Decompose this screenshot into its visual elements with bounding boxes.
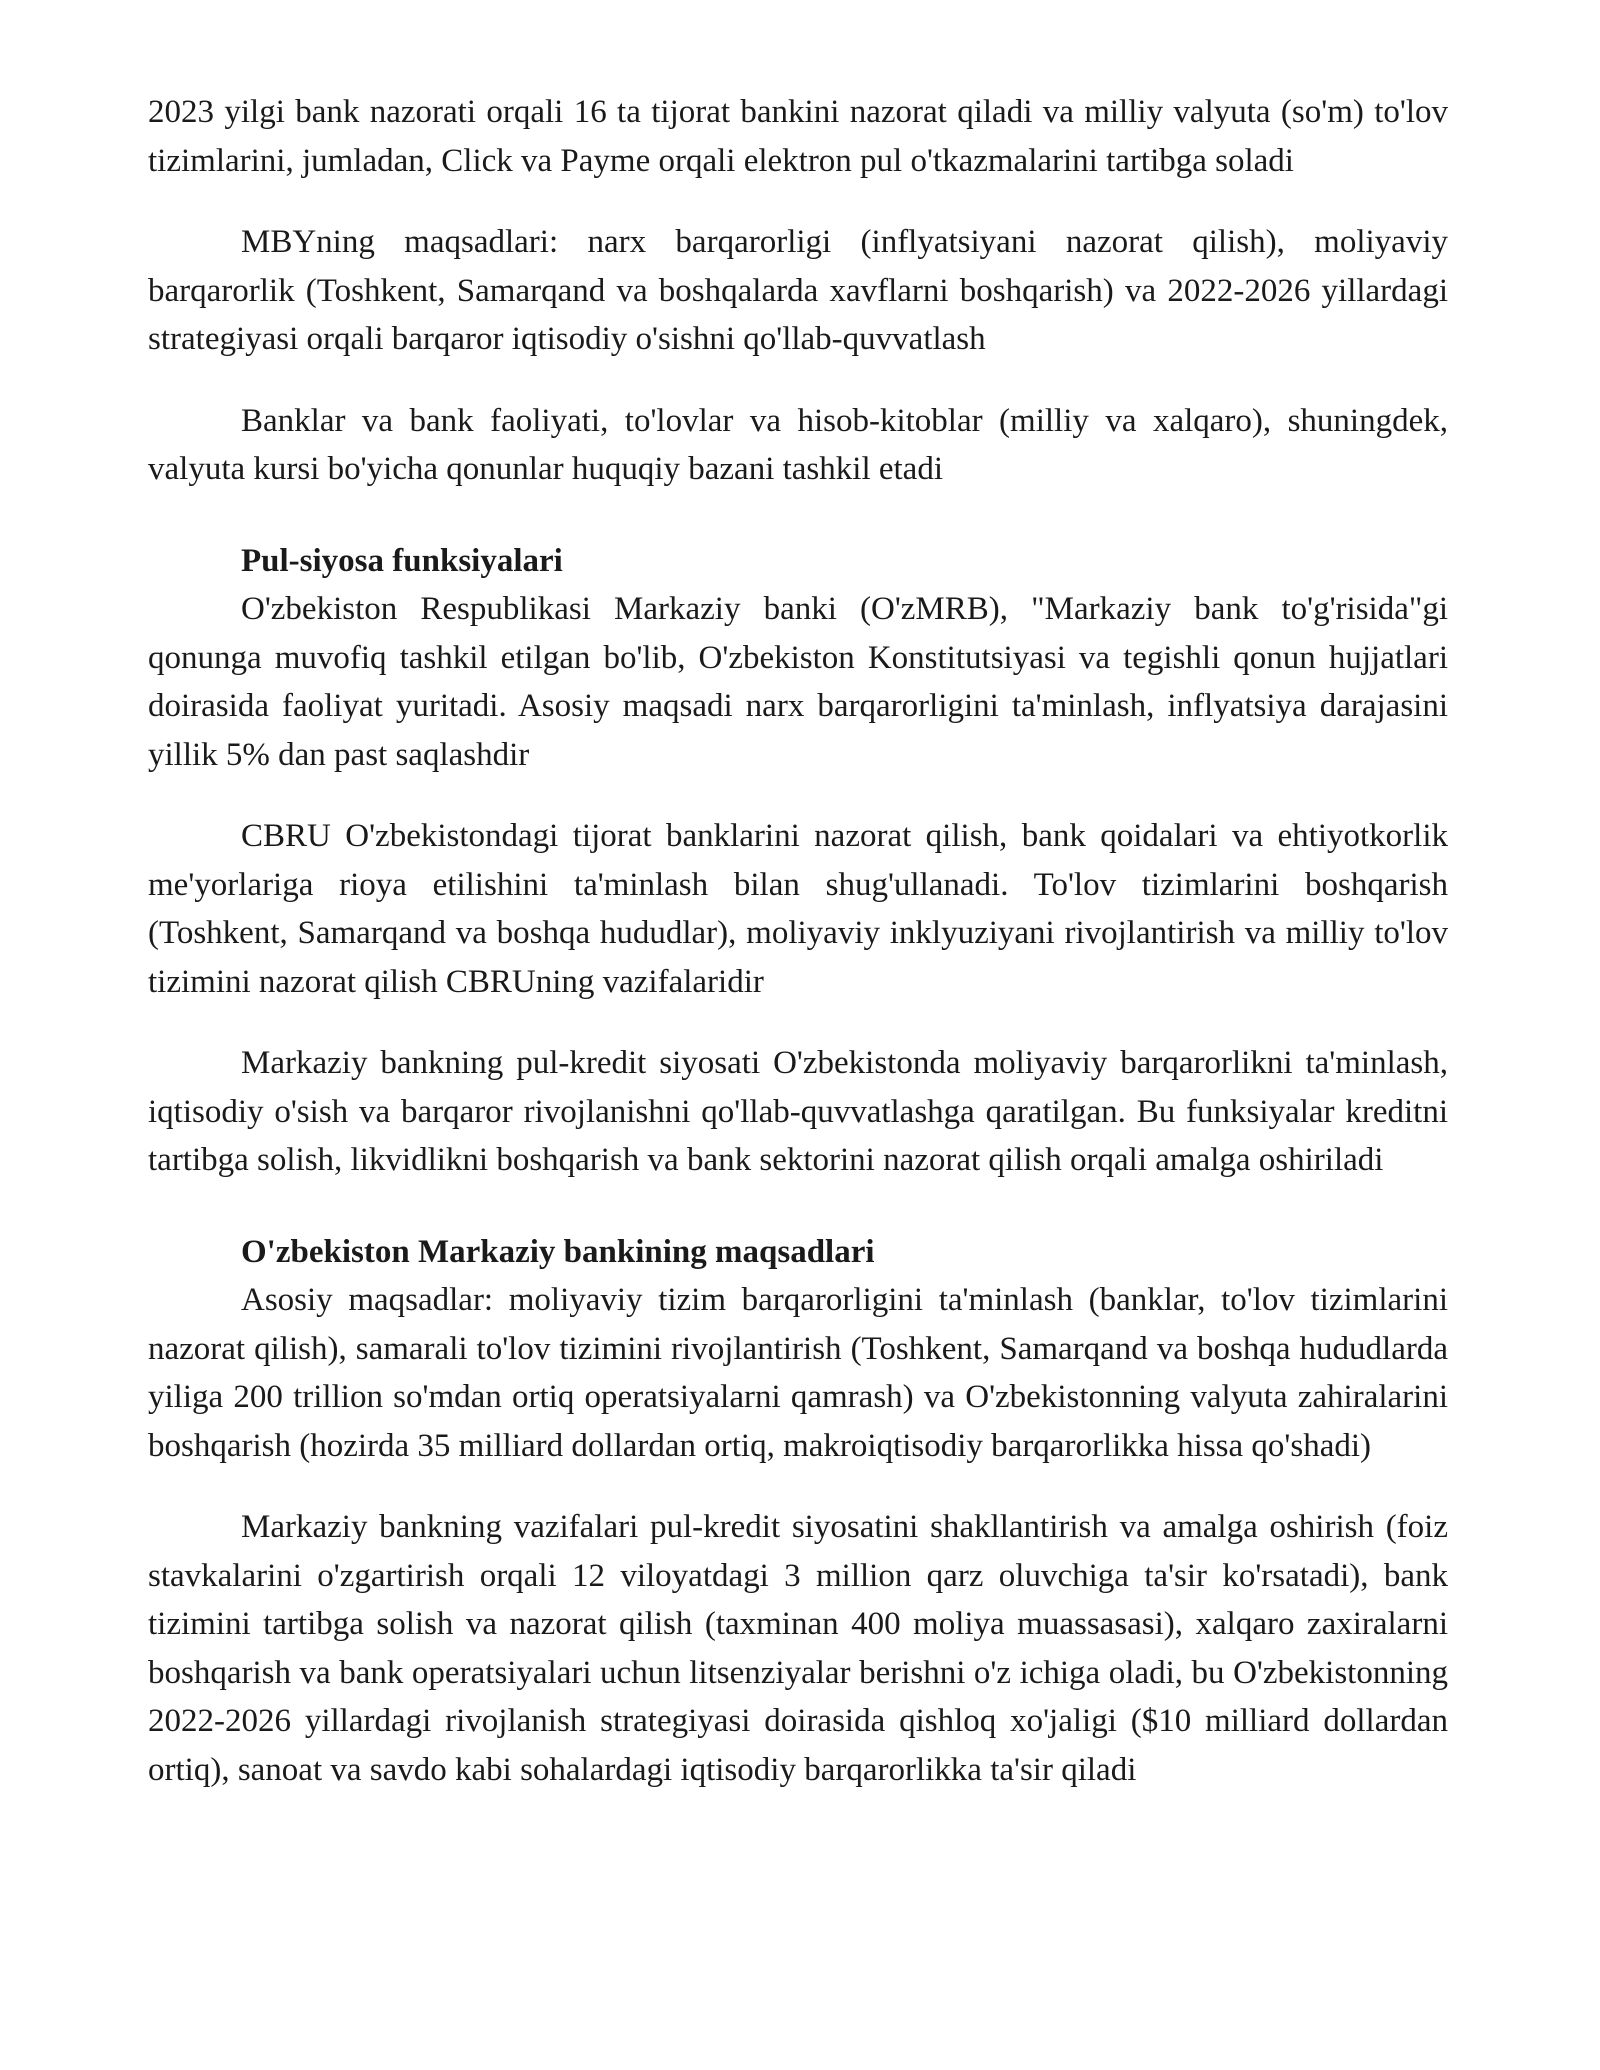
paragraph-mby-goals: MBYning maqsadlari: narx barqarorligi (inflyatsiyani nazorat qilish), moliyaviy barqarorlik (Toshkent, Samarqand va boshqalarda xavflarni boshqarish) va 2022-2026 yillardagi strategiyasi orqali barqaror iqtisodiy o'sishni qo'llab-quvvatlash <box>148 224 1448 357</box>
heading-central-bank-goals: O'zbekiston Markaziy bankining maqsadlari <box>241 1233 875 1270</box>
paragraph-cbu-establishment: O'zbekiston Respublikasi Markaziy banki (O'zMRB), "Markaziy bank to'g'risida"gi qonunga muvofiq tashkil etilgan bo'lib, O'zbekiston Konstitutsiyasi va tegishli qonun hujjatlari doirasida faoliyat yuritadi. Asosiy maqsadi narx barqarorligini ta'minlash, inflyatsiya darajasini yillik 5% dan past saqlashdir <box>148 591 1448 773</box>
paragraph-legal-basis: Banklar va bank faoliyati, to'lovlar va hisob-kitoblar (milliy va xalqaro), shuningdek, valyuta kursi bo'yicha qonunlar huquqiy bazani tashkil etadi <box>148 402 1448 487</box>
paragraph-central-bank-tasks: Markaziy bankning vazifalari pul-kredit siyosatini shakllantirish va amalga oshirish (foiz stavkalarini o'zgartirish orqali 12 viloyatdagi 3 million qarz oluvchiga ta'sir ko'rsatadi), bank tizimini tartibga solish va nazorat qilish (taxminan 400 moliya muassasasi), xalqaro zaxiralarni boshqarish va bank operatsiyalari uchun litsenziyalar berishni o'z ichiga oladi, bu O'zbekistonning 2022-2026 yillardagi rivojlanish strategiyasi doirasida qishloq xo'jaligi ($10 milliard dollardan ortiq), sanoat va savdo kabi sohalardagi iqtisodiy barqarorlikka ta'sir qiladi <box>148 1509 1448 1788</box>
heading-monetary-functions: Pul-siyosa funksiyalari <box>241 542 563 579</box>
document-page <box>148 88 1448 1794</box>
paragraph-monetary-policy: Markaziy bankning pul-kredit siyosati O'zbekistonda moliyaviy barqarorlikni ta'minlash, iqtisodiy o'sish va barqaror rivojlanishni qo'llab-quvvatlashga qaratilgan. Bu funksiyalar kreditni tartibga solish, likvidlikni boshqarish va bank sektorini nazorat qilish orqali amalga oshiriladi <box>148 1045 1448 1178</box>
paragraph-bank-supervision: 2023 yilgi bank nazorati orqali 16 ta tijorat bankini nazorat qiladi va milliy valyuta (so'm) to'lov tizimlarini, jumladan, Click va Payme orqali elektron pul o'tkazmalarini tartibga soladi <box>148 94 1448 179</box>
paragraph-cbru-supervision: CBRU O'zbekistondagi tijorat banklarini nazorat qilish, bank qoidalari va ehtiyotkorlik me'yorlariga rioya etilishini ta'minlash bilan shug'ullanadi. To'lov tizimlarini boshqarish (Toshkent, Samarqand va boshqa hududlar), moliyaviy inklyuziyani rivojlantirish va milliy to'lov tizimini nazorat qilish CBRUning vazifalaridir <box>148 818 1448 1000</box>
paragraph-main-goals: Asosiy maqsadlar: moliyaviy tizim barqarorligini ta'minlash (banklar, to'lov tizimlarini nazorat qilish), samarali to'lov tizimini rivojlantirish (Toshkent, Samarqand va boshqa hududlarda yiliga 200 trillion so'mdan ortiq operatsiyalarni qamrash) va O'zbekistonning valyuta zahiralarini boshqarish (hozirda 35 milliard dollardan ortiq, makroiqtisodiy barqarorlikka hissa qo'shadi) <box>148 1282 1448 1464</box>
